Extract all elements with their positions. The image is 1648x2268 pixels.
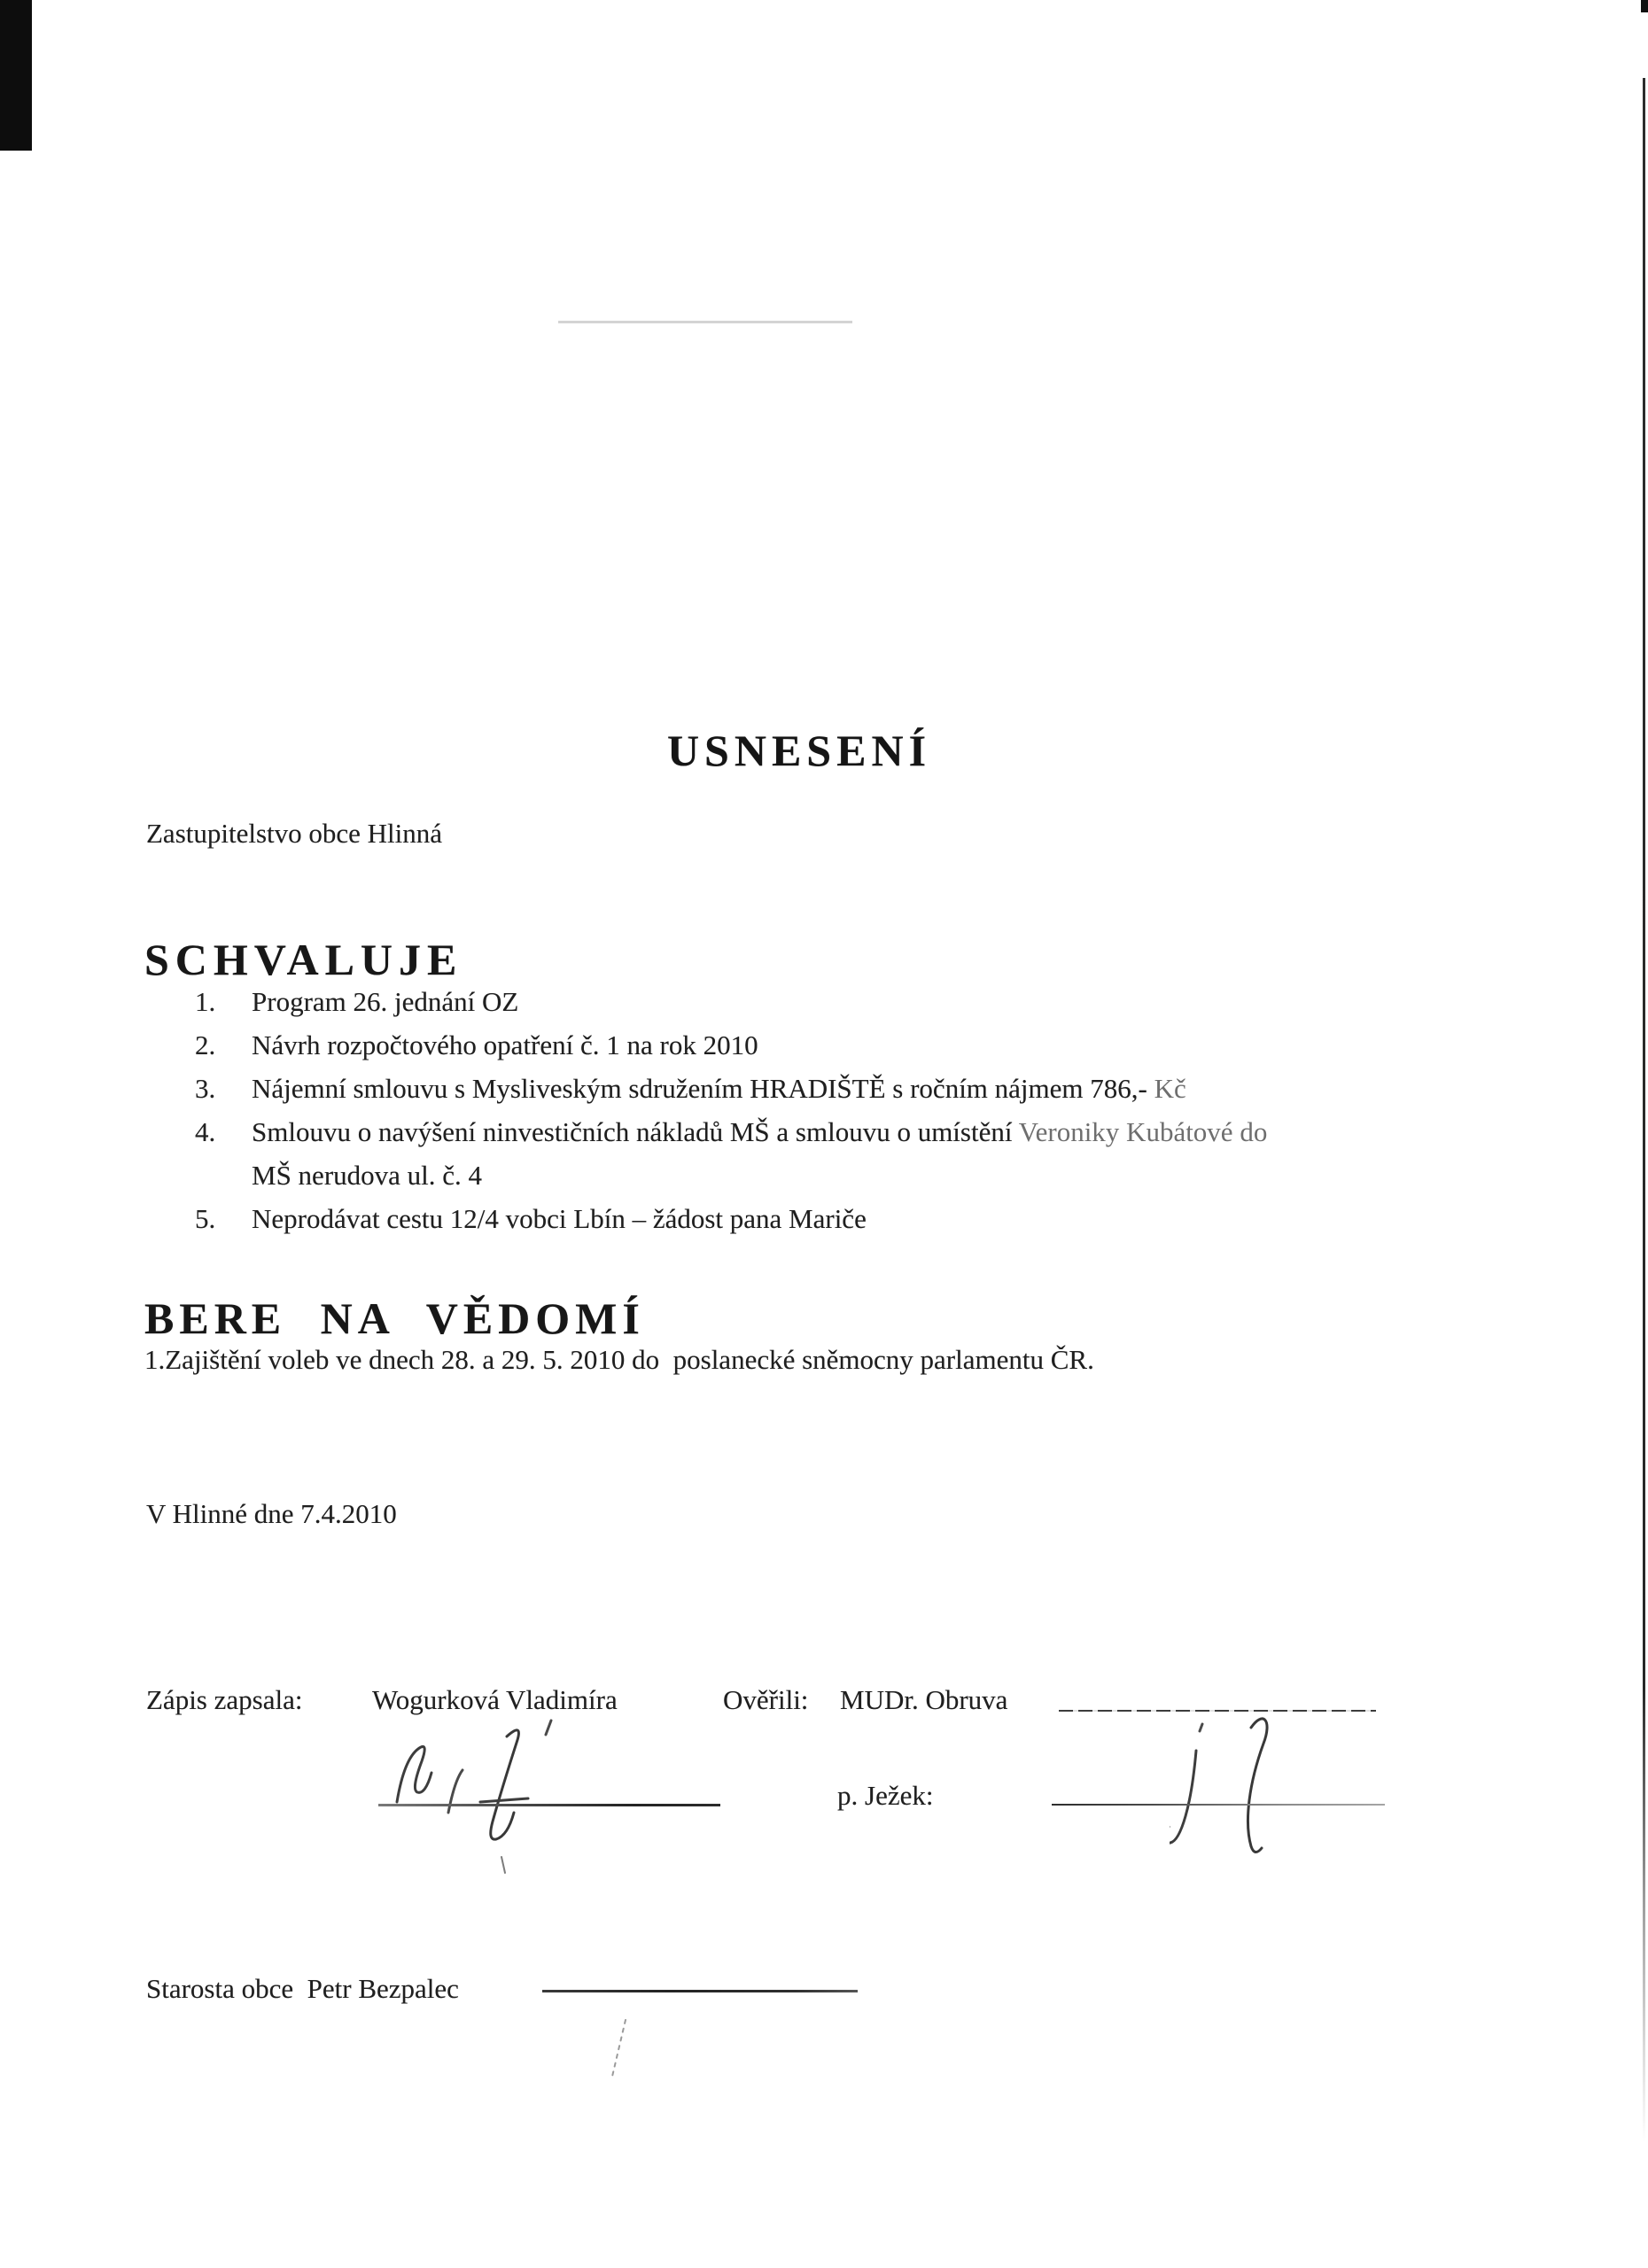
list-item-number: 5. xyxy=(195,1203,216,1234)
jezek-label: p. Ježek: xyxy=(837,1780,934,1811)
faded-text: Kč xyxy=(1147,1073,1186,1104)
zapis-label: Zápis zapsala: xyxy=(146,1684,303,1715)
zapis-name: Wogurková Vladimíra xyxy=(372,1684,618,1715)
scan-artifact-top-right-mark xyxy=(1641,0,1648,12)
scan-artifact-faint-line xyxy=(558,321,852,323)
bere-item: 1.Zajištění voleb ve dnech 28. a 29. 5. 2010 do poslanecké sněmocny parlamentu ČR. xyxy=(144,1344,1094,1375)
scan-artifact-top-left-bar xyxy=(0,0,32,151)
signature-jezek xyxy=(1170,1715,1311,1857)
scan-artifact-right-edge-line xyxy=(1643,78,1645,2142)
document-title: USNESENÍ xyxy=(666,726,932,775)
list-item xyxy=(195,1197,1471,1240)
list-item-line: Návrh rozpočtového opatření č. 1 na rok 2010 xyxy=(252,1029,758,1060)
section-heading-schvaluje: SCHVALUJE xyxy=(144,935,463,984)
list-item xyxy=(195,1067,1471,1110)
list-item xyxy=(195,980,1471,1023)
list-item-line: Program 26. jednání OZ xyxy=(252,986,519,1017)
list-item xyxy=(195,1023,1471,1067)
list-item-line: Smlouvu o navýšení ninvestičních nákladů MŠ a smlouvu o umístění Veroniky Kubátové do xyxy=(252,1116,1268,1147)
list-item-line: Neprodávat cestu 12/4 vobci Lbín – žádost pana Mariče xyxy=(252,1203,867,1234)
starosta-signature-line xyxy=(542,1990,858,1992)
intro-line: Zastupitelstvo obce Hlinná xyxy=(146,818,443,849)
schvaluje-list xyxy=(195,980,1471,1240)
overili-name: MUDr. Obruva xyxy=(840,1684,1008,1715)
list-item xyxy=(195,1110,1471,1197)
overili-label: Ověřili: xyxy=(723,1684,809,1715)
wogurkova-signature-line xyxy=(378,1804,720,1806)
signature-wogurkova xyxy=(381,1717,735,1841)
scan-artifact-diagonal-slash xyxy=(595,2016,634,2084)
list-item-number: 3. xyxy=(195,1073,216,1104)
date-line: V Hlinné dne 7.4.2010 xyxy=(146,1498,397,1529)
list-item-line: Nájemní smlouvu s Mysliveským sdružením HRADIŠTĚ s ročním nájmem 786,- Kč xyxy=(252,1073,1186,1104)
list-item-number: 2. xyxy=(195,1029,216,1060)
overili-signature-line xyxy=(1059,1710,1376,1712)
starosta-line-text: Starosta obce Petr Bezpalec xyxy=(146,1973,459,2004)
faded-text: Veroniky Kubátové do xyxy=(1018,1116,1268,1147)
list-item-line: MŠ nerudova ul. č. 4 xyxy=(252,1160,483,1191)
scan-artifact-pen-tick xyxy=(493,1853,514,1878)
jezek-signature-line xyxy=(1052,1804,1385,1806)
section-heading-bere: BERE NA VĚDOMÍ xyxy=(144,1293,645,1343)
list-item-number: 4. xyxy=(195,1116,216,1147)
list-item-number: 1. xyxy=(195,986,216,1017)
